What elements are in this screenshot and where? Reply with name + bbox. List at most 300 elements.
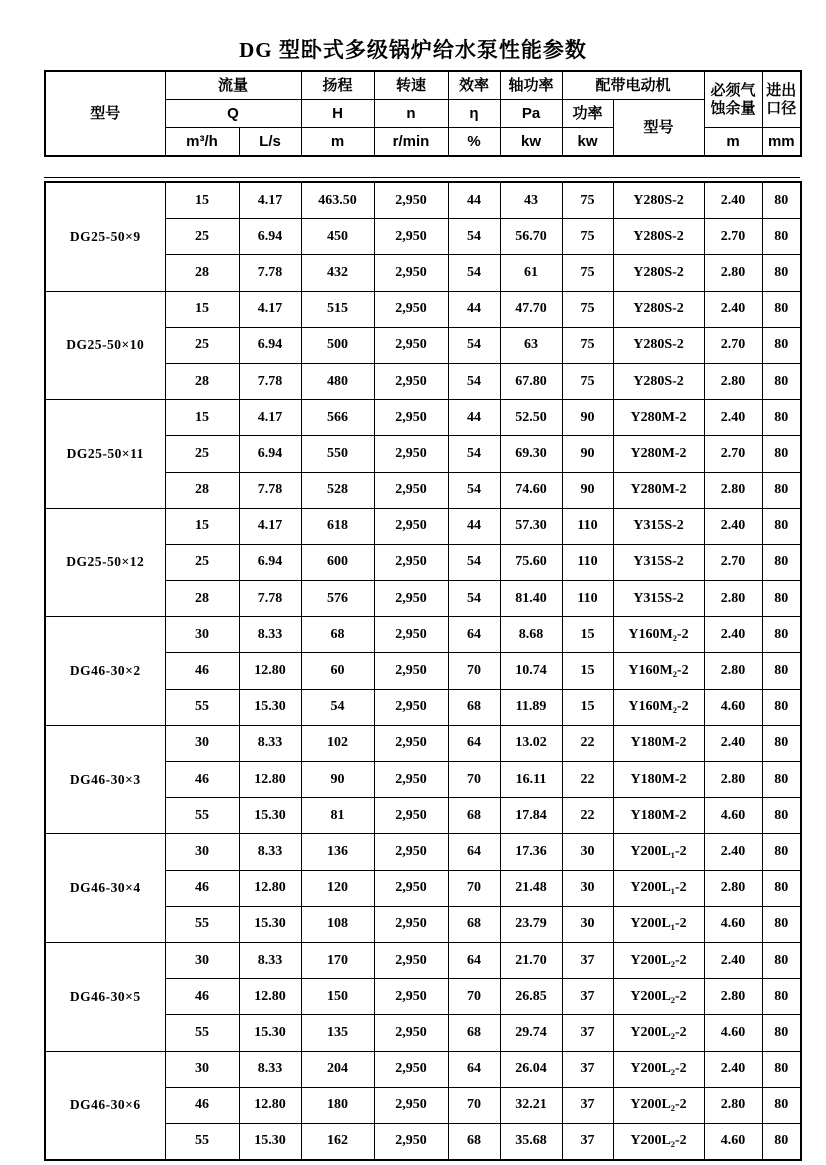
data-cell-port-mm: 80: [762, 653, 801, 689]
data-cell-motor-model: Y160M₂-2: [613, 617, 704, 653]
data-cell-shaft-power-kw: 21.70: [500, 942, 562, 978]
data-cell-q-m3h: 30: [165, 834, 239, 870]
col-symbol-shaft-power: Pa: [500, 100, 562, 128]
col-unit-port: mm: [762, 128, 801, 157]
pump-model-cell: DG46-30×4: [45, 834, 165, 943]
data-cell-head-m: 515: [301, 291, 374, 327]
data-cell-head-m: 90: [301, 762, 374, 798]
data-cell-npsh-m: 2.80: [704, 472, 762, 508]
data-cell-motor-model: Y280M-2: [613, 472, 704, 508]
data-cell-q-m3h: 55: [165, 1123, 239, 1160]
data-cell-efficiency-pct: 70: [448, 762, 500, 798]
data-cell-q-m3h: 15: [165, 182, 239, 219]
data-cell-npsh-m: 2.40: [704, 942, 762, 978]
data-cell-npsh-m: 2.80: [704, 870, 762, 906]
data-cell-motor-power-kw: 37: [562, 1087, 613, 1123]
data-cell-head-m: 500: [301, 327, 374, 363]
data-cell-shaft-power-kw: 69.30: [500, 436, 562, 472]
data-cell-shaft-power-kw: 61: [500, 255, 562, 291]
data-cell-npsh-m: 2.80: [704, 581, 762, 617]
data-cell-head-m: 204: [301, 1051, 374, 1087]
data-cell-npsh-m: 4.60: [704, 906, 762, 942]
data-cell-head-m: 480: [301, 363, 374, 399]
data-cell-q-m3h: 30: [165, 1051, 239, 1087]
data-cell-q-ls: 15.30: [239, 689, 301, 725]
data-cell-q-m3h: 30: [165, 725, 239, 761]
data-cell-npsh-m: 2.80: [704, 653, 762, 689]
data-cell-motor-power-kw: 75: [562, 363, 613, 399]
data-cell-q-ls: 4.17: [239, 291, 301, 327]
header-row-1: [45, 71, 801, 100]
data-cell-efficiency-pct: 54: [448, 255, 500, 291]
data-cell-speed-rpm: 2,950: [374, 400, 448, 436]
data-cell-motor-power-kw: 75: [562, 291, 613, 327]
data-cell-head-m: 600: [301, 544, 374, 580]
data-cell-q-ls: 4.17: [239, 182, 301, 219]
data-cell-speed-rpm: 2,950: [374, 327, 448, 363]
data-cell-q-m3h: 28: [165, 363, 239, 399]
data-cell-speed-rpm: 2,950: [374, 906, 448, 942]
data-cell-shaft-power-kw: 29.74: [500, 1015, 562, 1051]
data-cell-shaft-power-kw: 75.60: [500, 544, 562, 580]
data-cell-speed-rpm: 2,950: [374, 363, 448, 399]
table-row: [45, 508, 801, 544]
data-cell-npsh-m: 2.40: [704, 1051, 762, 1087]
data-cell-shaft-power-kw: 56.70: [500, 219, 562, 255]
pump-model-cell: DG25-50×12: [45, 508, 165, 617]
data-cell-q-m3h: 46: [165, 653, 239, 689]
data-cell-q-ls: 12.80: [239, 979, 301, 1015]
data-cell-port-mm: 80: [762, 182, 801, 219]
data-cell-motor-model: Y180M-2: [613, 798, 704, 834]
data-cell-speed-rpm: 2,950: [374, 544, 448, 580]
data-cell-speed-rpm: 2,950: [374, 255, 448, 291]
data-cell-head-m: 550: [301, 436, 374, 472]
data-cell-head-m: 432: [301, 255, 374, 291]
data-cell-shaft-power-kw: 63: [500, 327, 562, 363]
data-cell-shaft-power-kw: 23.79: [500, 906, 562, 942]
data-cell-efficiency-pct: 70: [448, 979, 500, 1015]
data-cell-q-ls: 4.17: [239, 400, 301, 436]
data-cell-motor-model: Y280S-2: [613, 255, 704, 291]
table-row: [45, 182, 801, 219]
col-unit-speed: r/min: [374, 128, 448, 157]
data-cell-speed-rpm: 2,950: [374, 689, 448, 725]
data-cell-npsh-m: 2.40: [704, 617, 762, 653]
data-cell-q-ls: 7.78: [239, 581, 301, 617]
header-table: [44, 70, 802, 157]
data-cell-motor-power-kw: 75: [562, 327, 613, 363]
data-cell-q-m3h: 25: [165, 436, 239, 472]
data-cell-motor-model: Y200L₂-2: [613, 1087, 704, 1123]
data-cell-q-m3h: 55: [165, 798, 239, 834]
data-cell-motor-power-kw: 30: [562, 906, 613, 942]
data-cell-motor-model: Y200L₁-2: [613, 906, 704, 942]
data-cell-q-ls: 15.30: [239, 906, 301, 942]
data-cell-speed-rpm: 2,950: [374, 725, 448, 761]
data-cell-q-ls: 7.78: [239, 472, 301, 508]
data-cell-head-m: 618: [301, 508, 374, 544]
data-cell-npsh-m: 4.60: [704, 689, 762, 725]
data-cell-head-m: 170: [301, 942, 374, 978]
data-cell-efficiency-pct: 70: [448, 1087, 500, 1123]
data-cell-npsh-m: 2.80: [704, 762, 762, 798]
data-cell-efficiency-pct: 54: [448, 219, 500, 255]
data-cell-motor-model: Y280M-2: [613, 436, 704, 472]
col-header-motor-model: 型号: [613, 100, 704, 157]
data-cell-motor-power-kw: 110: [562, 508, 613, 544]
data-cell-shaft-power-kw: 43: [500, 182, 562, 219]
data-cell-port-mm: 80: [762, 870, 801, 906]
data-cell-shaft-power-kw: 52.50: [500, 400, 562, 436]
data-cell-q-ls: 7.78: [239, 363, 301, 399]
pump-model-cell: DG46-30×5: [45, 942, 165, 1051]
data-cell-motor-model: Y200L₁-2: [613, 870, 704, 906]
data-cell-motor-power-kw: 110: [562, 581, 613, 617]
table-row: [45, 725, 801, 761]
data-cell-q-m3h: 28: [165, 581, 239, 617]
data-cell-efficiency-pct: 64: [448, 834, 500, 870]
data-cell-efficiency-pct: 70: [448, 653, 500, 689]
data-cell-shaft-power-kw: 35.68: [500, 1123, 562, 1160]
data-cell-motor-power-kw: 37: [562, 979, 613, 1015]
data-cell-shaft-power-kw: 8.68: [500, 617, 562, 653]
data-cell-motor-model: Y315S-2: [613, 544, 704, 580]
data-cell-port-mm: 80: [762, 725, 801, 761]
data-cell-motor-power-kw: 30: [562, 834, 613, 870]
data-cell-q-ls: 6.94: [239, 219, 301, 255]
data-cell-efficiency-pct: 54: [448, 544, 500, 580]
data-table: [44, 181, 802, 1161]
data-cell-shaft-power-kw: 81.40: [500, 581, 562, 617]
data-cell-efficiency-pct: 68: [448, 906, 500, 942]
data-cell-q-ls: 15.30: [239, 1123, 301, 1160]
data-cell-shaft-power-kw: 32.21: [500, 1087, 562, 1123]
data-cell-port-mm: 80: [762, 762, 801, 798]
data-cell-efficiency-pct: 64: [448, 725, 500, 761]
data-cell-shaft-power-kw: 10.74: [500, 653, 562, 689]
data-cell-port-mm: 80: [762, 906, 801, 942]
table-row: [45, 942, 801, 978]
data-cell-speed-rpm: 2,950: [374, 942, 448, 978]
data-cell-q-ls: 12.80: [239, 1087, 301, 1123]
data-cell-motor-power-kw: 30: [562, 870, 613, 906]
data-cell-efficiency-pct: 54: [448, 327, 500, 363]
data-cell-q-m3h: 30: [165, 942, 239, 978]
data-cell-q-m3h: 46: [165, 1087, 239, 1123]
data-cell-q-m3h: 15: [165, 508, 239, 544]
data-cell-head-m: 162: [301, 1123, 374, 1160]
data-cell-motor-model: Y280S-2: [613, 291, 704, 327]
data-cell-motor-power-kw: 37: [562, 1015, 613, 1051]
port-label-line2: 口径: [766, 99, 797, 117]
data-cell-head-m: 81: [301, 798, 374, 834]
data-cell-q-ls: 8.33: [239, 725, 301, 761]
pump-model-cell: DG25-50×10: [45, 291, 165, 400]
col-header-shaft-power: 轴功率: [500, 71, 562, 100]
data-cell-q-m3h: 55: [165, 906, 239, 942]
data-cell-shaft-power-kw: 26.85: [500, 979, 562, 1015]
data-cell-head-m: 566: [301, 400, 374, 436]
data-cell-port-mm: 80: [762, 255, 801, 291]
data-cell-efficiency-pct: 54: [448, 363, 500, 399]
data-cell-motor-power-kw: 15: [562, 617, 613, 653]
data-cell-motor-power-kw: 75: [562, 182, 613, 219]
data-cell-motor-power-kw: 15: [562, 653, 613, 689]
data-cell-port-mm: 80: [762, 1015, 801, 1051]
col-unit-efficiency: %: [448, 128, 500, 157]
data-cell-head-m: 576: [301, 581, 374, 617]
data-cell-motor-model: Y160M₂-2: [613, 653, 704, 689]
data-cell-npsh-m: 2.40: [704, 834, 762, 870]
data-cell-head-m: 150: [301, 979, 374, 1015]
data-cell-speed-rpm: 2,950: [374, 762, 448, 798]
data-cell-head-m: 54: [301, 689, 374, 725]
data-table-wrapper: [44, 177, 800, 1161]
pump-model-cell: DG46-30×6: [45, 1051, 165, 1160]
data-cell-q-m3h: 28: [165, 472, 239, 508]
data-cell-q-ls: 8.33: [239, 834, 301, 870]
data-cell-motor-power-kw: 75: [562, 255, 613, 291]
data-cell-head-m: 60: [301, 653, 374, 689]
data-cell-shaft-power-kw: 26.04: [500, 1051, 562, 1087]
data-cell-head-m: 180: [301, 1087, 374, 1123]
data-cell-shaft-power-kw: 11.89: [500, 689, 562, 725]
data-cell-q-m3h: 55: [165, 1015, 239, 1051]
data-cell-efficiency-pct: 54: [448, 472, 500, 508]
data-cell-shaft-power-kw: 13.02: [500, 725, 562, 761]
data-cell-efficiency-pct: 70: [448, 870, 500, 906]
data-cell-q-m3h: 30: [165, 617, 239, 653]
data-cell-shaft-power-kw: 67.80: [500, 363, 562, 399]
data-cell-q-m3h: 46: [165, 979, 239, 1015]
data-cell-npsh-m: 2.80: [704, 1087, 762, 1123]
data-cell-q-m3h: 28: [165, 255, 239, 291]
data-cell-motor-model: Y315S-2: [613, 508, 704, 544]
data-cell-q-ls: 12.80: [239, 653, 301, 689]
data-cell-speed-rpm: 2,950: [374, 1051, 448, 1087]
data-cell-head-m: 136: [301, 834, 374, 870]
data-cell-efficiency-pct: 64: [448, 942, 500, 978]
data-cell-npsh-m: 2.70: [704, 544, 762, 580]
data-cell-npsh-m: 2.40: [704, 182, 762, 219]
data-cell-head-m: 528: [301, 472, 374, 508]
data-cell-port-mm: 80: [762, 1123, 801, 1160]
data-cell-efficiency-pct: 44: [448, 400, 500, 436]
port-label-line1: 进出: [766, 82, 797, 100]
data-cell-port-mm: 80: [762, 798, 801, 834]
data-cell-q-ls: 6.94: [239, 327, 301, 363]
data-cell-q-ls: 15.30: [239, 798, 301, 834]
table-row: [45, 834, 801, 870]
data-cell-head-m: 463.50: [301, 182, 374, 219]
data-cell-q-ls: 8.33: [239, 942, 301, 978]
data-cell-motor-power-kw: 110: [562, 544, 613, 580]
data-cell-speed-rpm: 2,950: [374, 508, 448, 544]
data-cell-q-m3h: 46: [165, 762, 239, 798]
data-cell-shaft-power-kw: 57.30: [500, 508, 562, 544]
data-cell-npsh-m: 4.60: [704, 1015, 762, 1051]
data-cell-npsh-m: 2.40: [704, 508, 762, 544]
table-row: [45, 617, 801, 653]
data-cell-port-mm: 80: [762, 617, 801, 653]
col-header-motor-group: 配带电动机: [562, 71, 704, 100]
pump-model-cell: DG25-50×11: [45, 400, 165, 509]
data-cell-head-m: 102: [301, 725, 374, 761]
data-cell-q-ls: 7.78: [239, 255, 301, 291]
data-cell-port-mm: 80: [762, 834, 801, 870]
data-cell-shaft-power-kw: 17.84: [500, 798, 562, 834]
data-cell-motor-model: Y280S-2: [613, 327, 704, 363]
data-cell-q-ls: 8.33: [239, 1051, 301, 1087]
col-unit-motor-power: kw: [562, 128, 613, 157]
data-cell-speed-rpm: 2,950: [374, 1015, 448, 1051]
data-cell-q-ls: 8.33: [239, 617, 301, 653]
data-cell-head-m: 120: [301, 870, 374, 906]
data-cell-q-m3h: 15: [165, 291, 239, 327]
pump-model-cell: DG46-30×2: [45, 617, 165, 726]
table-row: [45, 400, 801, 436]
data-cell-q-ls: 4.17: [239, 508, 301, 544]
table-row: [45, 291, 801, 327]
col-header-motor-power: 功率: [562, 100, 613, 128]
data-cell-npsh-m: 2.40: [704, 725, 762, 761]
data-cell-npsh-m: 2.80: [704, 979, 762, 1015]
col-header-efficiency: 效率: [448, 71, 500, 100]
data-cell-speed-rpm: 2,950: [374, 291, 448, 327]
data-cell-motor-model: Y200L₂-2: [613, 1123, 704, 1160]
data-cell-motor-power-kw: 15: [562, 689, 613, 725]
data-cell-port-mm: 80: [762, 1051, 801, 1087]
data-cell-motor-model: Y200L₁-2: [613, 834, 704, 870]
col-unit-flow-ls: L/s: [239, 128, 301, 157]
data-cell-npsh-m: 4.60: [704, 798, 762, 834]
data-cell-port-mm: 80: [762, 436, 801, 472]
data-cell-port-mm: 80: [762, 1087, 801, 1123]
data-cell-motor-power-kw: 37: [562, 942, 613, 978]
data-cell-port-mm: 80: [762, 219, 801, 255]
data-cell-motor-model: Y280S-2: [613, 219, 704, 255]
col-header-model: 型号: [45, 71, 165, 156]
data-cell-motor-model: Y180M-2: [613, 762, 704, 798]
col-header-flow: 流量: [165, 71, 301, 100]
data-cell-port-mm: 80: [762, 291, 801, 327]
npsh-label-line2: 蚀余量: [710, 99, 756, 117]
col-unit-npsh: m: [704, 128, 762, 157]
data-cell-motor-power-kw: 90: [562, 436, 613, 472]
pump-model-cell: DG46-30×3: [45, 725, 165, 834]
data-cell-efficiency-pct: 64: [448, 1051, 500, 1087]
page-title: DG 型卧式多级锅炉给水泵性能参数: [239, 38, 587, 62]
data-cell-q-m3h: 25: [165, 219, 239, 255]
data-cell-q-m3h: 25: [165, 327, 239, 363]
data-cell-port-mm: 80: [762, 689, 801, 725]
data-cell-q-m3h: 15: [165, 400, 239, 436]
data-cell-shaft-power-kw: 16.11: [500, 762, 562, 798]
data-cell-q-ls: 12.80: [239, 870, 301, 906]
data-cell-head-m: 135: [301, 1015, 374, 1051]
data-cell-port-mm: 80: [762, 508, 801, 544]
data-cell-shaft-power-kw: 17.36: [500, 834, 562, 870]
data-cell-motor-power-kw: 90: [562, 400, 613, 436]
data-cell-motor-model: Y280M-2: [613, 400, 704, 436]
data-cell-speed-rpm: 2,950: [374, 653, 448, 689]
data-cell-speed-rpm: 2,950: [374, 581, 448, 617]
data-cell-npsh-m: 2.40: [704, 291, 762, 327]
data-cell-q-m3h: 46: [165, 870, 239, 906]
col-header-npsh: [704, 71, 762, 128]
data-cell-efficiency-pct: 68: [448, 1015, 500, 1051]
data-cell-efficiency-pct: 68: [448, 689, 500, 725]
data-cell-npsh-m: 4.60: [704, 1123, 762, 1160]
data-cell-motor-model: Y200L₂-2: [613, 979, 704, 1015]
data-cell-efficiency-pct: 54: [448, 436, 500, 472]
data-cell-efficiency-pct: 44: [448, 182, 500, 219]
data-cell-speed-rpm: 2,950: [374, 219, 448, 255]
data-cell-motor-power-kw: 37: [562, 1051, 613, 1087]
data-cell-port-mm: 80: [762, 327, 801, 363]
npsh-label-line1: 必须气: [710, 82, 756, 100]
data-cell-speed-rpm: 2,950: [374, 870, 448, 906]
data-cell-shaft-power-kw: 47.70: [500, 291, 562, 327]
data-cell-npsh-m: 2.70: [704, 327, 762, 363]
data-cell-npsh-m: 2.80: [704, 363, 762, 399]
data-cell-motor-power-kw: 22: [562, 798, 613, 834]
body-rows: [45, 182, 801, 1160]
table-row: [45, 1051, 801, 1087]
col-symbol-head: H: [301, 100, 374, 128]
data-cell-motor-power-kw: 90: [562, 472, 613, 508]
data-cell-motor-model: Y160M₂-2: [613, 689, 704, 725]
data-cell-motor-model: Y200L₂-2: [613, 1051, 704, 1087]
data-cell-q-ls: 6.94: [239, 436, 301, 472]
data-cell-shaft-power-kw: 74.60: [500, 472, 562, 508]
data-cell-speed-rpm: 2,950: [374, 834, 448, 870]
col-unit-flow-m3h: m³/h: [165, 128, 239, 157]
col-symbol-efficiency: η: [448, 100, 500, 128]
data-cell-port-mm: 80: [762, 400, 801, 436]
data-cell-motor-power-kw: 75: [562, 219, 613, 255]
data-cell-motor-model: Y200L₂-2: [613, 1015, 704, 1051]
data-cell-shaft-power-kw: 21.48: [500, 870, 562, 906]
data-cell-efficiency-pct: 64: [448, 617, 500, 653]
data-cell-speed-rpm: 2,950: [374, 182, 448, 219]
data-cell-port-mm: 80: [762, 942, 801, 978]
data-cell-motor-power-kw: 22: [562, 762, 613, 798]
data-cell-motor-model: Y280S-2: [613, 182, 704, 219]
data-cell-port-mm: 80: [762, 472, 801, 508]
data-cell-q-ls: 12.80: [239, 762, 301, 798]
data-cell-efficiency-pct: 54: [448, 581, 500, 617]
data-cell-head-m: 450: [301, 219, 374, 255]
data-cell-head-m: 108: [301, 906, 374, 942]
data-cell-speed-rpm: 2,950: [374, 798, 448, 834]
data-cell-speed-rpm: 2,950: [374, 617, 448, 653]
data-cell-motor-power-kw: 37: [562, 1123, 613, 1160]
data-cell-motor-model: Y315S-2: [613, 581, 704, 617]
data-cell-efficiency-pct: 44: [448, 291, 500, 327]
data-cell-q-ls: 6.94: [239, 544, 301, 580]
col-header-speed: 转速: [374, 71, 448, 100]
data-cell-npsh-m: 2.70: [704, 219, 762, 255]
data-cell-port-mm: 80: [762, 581, 801, 617]
data-cell-motor-model: Y280S-2: [613, 363, 704, 399]
data-cell-q-m3h: 25: [165, 544, 239, 580]
col-header-port: [762, 71, 801, 128]
data-cell-port-mm: 80: [762, 544, 801, 580]
data-cell-speed-rpm: 2,950: [374, 436, 448, 472]
data-cell-efficiency-pct: 44: [448, 508, 500, 544]
